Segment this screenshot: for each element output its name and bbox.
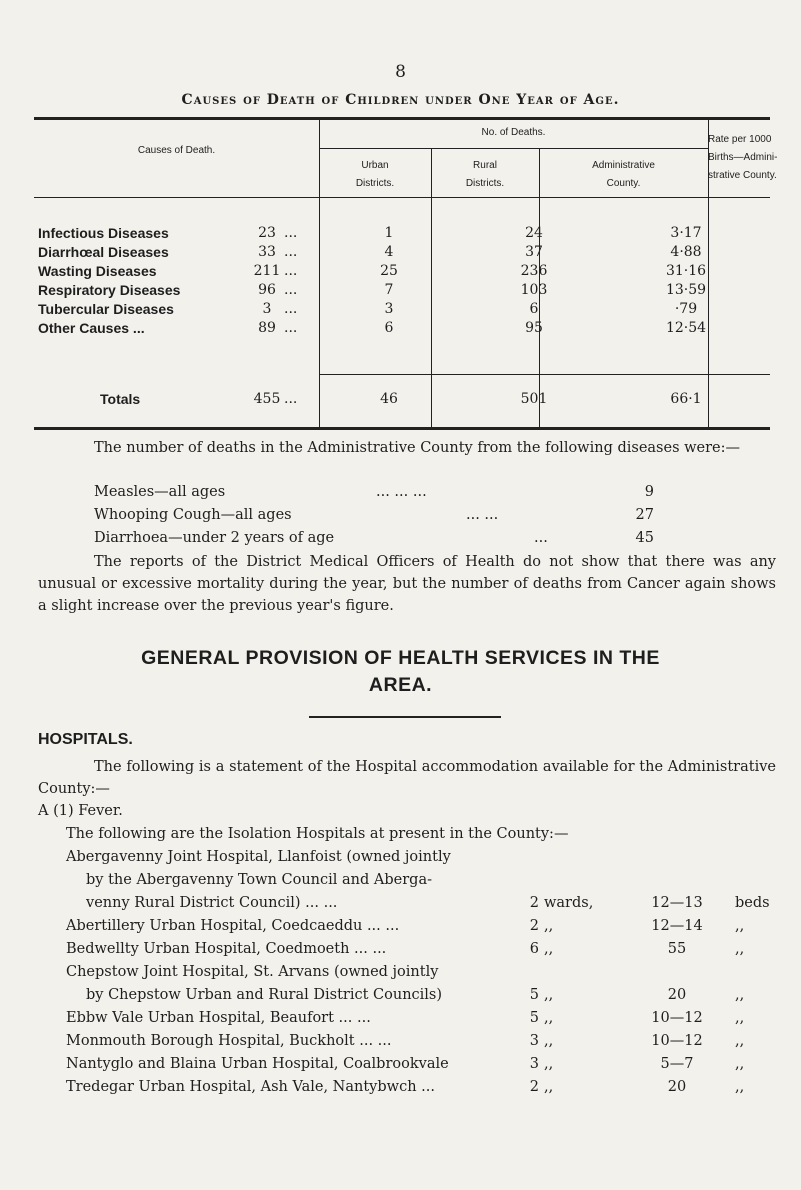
paragraph-hospital-statement: The following is a statement of the Hospital accommodation available for the Administrative County:—: [38, 759, 776, 797]
wards-unit: ,,: [544, 1079, 554, 1095]
leader-dots: ... ...: [466, 507, 499, 523]
beds-unit: ,,: [735, 1010, 745, 1026]
wards-unit: wards,: [544, 895, 594, 911]
wards-count: 2: [529, 895, 539, 911]
admin-total: 501: [520, 391, 548, 407]
cause-label: Tubercular Diseases: [38, 301, 174, 317]
table-top-rule: [34, 117, 770, 120]
hospital-line: [66, 846, 796, 869]
urban-value: 211: [253, 263, 281, 279]
beds-unit: ,,: [735, 1033, 745, 1049]
rural-value: 4: [384, 244, 394, 260]
wards-count: 6: [529, 941, 539, 957]
leader-dots: ...: [284, 244, 298, 260]
disease-label: Diarrhoea—under 2 years of age: [94, 530, 335, 546]
admin-value: 37: [525, 244, 543, 260]
rural-value: 3: [384, 301, 394, 317]
admin-value: 236: [520, 263, 548, 279]
wards-unit: ,,: [544, 987, 554, 1003]
deaths-group-rule: [319, 148, 708, 149]
section-title-line2: AREA.: [368, 674, 433, 696]
cause-label: Respiratory Diseases: [38, 282, 181, 298]
leader-dots: ... ... ...: [376, 484, 427, 500]
header-urban-line2: Districts.: [355, 178, 395, 189]
leader-dots: ...: [284, 301, 298, 317]
header-rate-line3: strative County.: [708, 170, 777, 181]
rate-value: 12·54: [665, 320, 707, 336]
hospital-row: [66, 892, 796, 915]
beds-unit: ,,: [735, 987, 745, 1003]
header-admin-line1: Administrative: [592, 160, 655, 171]
beds-count: 10—12: [651, 1033, 703, 1049]
header-bottom-rule: [34, 197, 770, 198]
rural-total: 46: [380, 391, 398, 407]
section-divider: [309, 716, 501, 718]
hospital-row: [66, 1053, 796, 1076]
table-row: [34, 282, 770, 300]
hospital-name: Bedwellty Urban Hospital, Coedmoeth ... ...: [66, 941, 387, 957]
table-row: [34, 225, 770, 243]
rate-total: 66·1: [670, 391, 702, 407]
disease-label: Measles—all ages: [94, 484, 226, 500]
rate-value: 13·59: [665, 282, 707, 298]
hospital-name: Tredegar Urban Hospital, Ash Vale, Nantybwch ...: [66, 1079, 435, 1095]
header-cause: Causes of Death.: [137, 145, 216, 156]
urban-value: 23: [258, 225, 276, 241]
totals-label: Totals: [100, 391, 141, 407]
header-rural-line1: Rural: [473, 160, 497, 171]
rate-value: ·79: [674, 301, 698, 317]
admin-value: 95: [525, 320, 543, 336]
rural-value: 1: [384, 225, 394, 241]
cause-label: Wasting Diseases: [38, 263, 157, 279]
list-item: [94, 527, 674, 550]
hospital-name: Abergavenny Joint Hospital, Llanfoist (owned jointly: [66, 849, 451, 865]
page-title: Causes of Death of Children under One Year of Age.: [181, 92, 620, 108]
disease-list: [94, 481, 674, 550]
hospital-row: [66, 1007, 796, 1030]
table-row: [34, 320, 770, 338]
disease-count: 9: [644, 484, 654, 500]
rural-value: 25: [380, 263, 398, 279]
leader-dots: ...: [534, 530, 548, 546]
beds-unit: beds: [735, 895, 770, 911]
header-rural-line2: Districts.: [465, 178, 505, 189]
hospitals-heading: HOSPITALS.: [38, 731, 133, 748]
hospital-name: Chepstow Joint Hospital, St. Arvans (owned jointly: [66, 964, 439, 980]
header-rate-line1: Rate per 1000: [708, 134, 772, 145]
cause-label: Infectious Diseases: [38, 225, 169, 241]
urban-value: 96: [258, 282, 276, 298]
wards-count: 2: [529, 1079, 539, 1095]
list-item: [94, 504, 674, 527]
hospital-line: [66, 961, 796, 984]
beds-unit: ,,: [735, 1056, 745, 1072]
header-urban-line1: Urban: [361, 160, 389, 171]
cause-label: Other Causes ...: [38, 320, 145, 336]
urban-total: 455: [253, 391, 281, 407]
beds-count: 20: [667, 987, 687, 1003]
paragraph-medical-officers: The reports of the District Medical Officers of Health do not show that there was any unusual or excessive mortality during the year, but the number of deaths from Cancer again shows a slight increase over the previous year's figure.: [38, 554, 776, 614]
hospital-name: by the Abergavenny Town Council and Aberga-: [86, 872, 432, 888]
disease-label: Whooping Cough—all ages: [94, 507, 292, 523]
hospital-name: Ebbw Vale Urban Hospital, Beaufort ... ...: [66, 1010, 371, 1026]
hospital-row: [66, 1076, 796, 1099]
totals-top-rule: [319, 374, 770, 375]
table-row: [34, 263, 770, 281]
admin-value: 103: [520, 282, 548, 298]
header-rate: [708, 131, 778, 185]
wards-unit: ,,: [544, 918, 554, 934]
wards-count: 2: [529, 918, 539, 934]
hospital-row: [66, 984, 796, 1007]
hospital-name: by Chepstow Urban and Rural District Councils): [86, 987, 443, 1003]
hospital-name: venny Rural District Council) ... ...: [86, 895, 338, 911]
header-admin: [539, 157, 708, 193]
beds-count: 12—13: [651, 895, 703, 911]
wards-count: 3: [529, 1033, 539, 1049]
disease-count: 45: [635, 530, 654, 546]
hospital-name: Monmouth Borough Hospital, Buckholt ... ...: [66, 1033, 392, 1049]
wards-unit: ,,: [544, 1010, 554, 1026]
fever-intro: The following are the Isolation Hospitals at present in the County:—: [66, 826, 569, 842]
beds-count: 55: [667, 941, 687, 957]
hospital-name: Abertillery Urban Hospital, Coedcaeddu ... ...: [66, 918, 400, 934]
hospital-row: [66, 1030, 796, 1053]
wards-unit: ,,: [544, 1033, 554, 1049]
header-admin-line2: County.: [606, 178, 641, 189]
table-row-totals: [34, 391, 770, 409]
table-row: [34, 301, 770, 319]
beds-unit: ,,: [735, 941, 745, 957]
rural-value: 7: [384, 282, 394, 298]
leader-dots: ...: [284, 391, 298, 407]
section-title-line1: GENERAL PROVISION OF HEALTH SERVICES IN THE: [141, 647, 660, 669]
disease-count: 27: [635, 507, 654, 523]
fever-heading: A (1) Fever.: [38, 803, 123, 819]
deaths-table: [34, 117, 778, 430]
hospital-name: Nantyglo and Blaina Urban Hospital, Coalbrookvale: [66, 1056, 449, 1072]
beds-unit: ,,: [735, 918, 745, 934]
header-urban: [319, 157, 431, 193]
wards-count: 3: [529, 1056, 539, 1072]
hospital-row: [66, 938, 796, 961]
beds-unit: ,,: [735, 1079, 745, 1095]
beds-count: 20: [667, 1079, 687, 1095]
urban-value: 3: [262, 301, 272, 317]
cause-label: Diarrhœal Diseases: [38, 244, 169, 260]
leader-dots: ...: [284, 282, 298, 298]
rate-value: 3·17: [670, 225, 702, 241]
beds-count: 12—14: [651, 918, 703, 934]
rate-value: 31·16: [665, 263, 707, 279]
leader-dots: ...: [284, 320, 298, 336]
urban-value: 33: [258, 244, 276, 260]
header-deaths-group: No. of Deaths.: [481, 127, 546, 138]
paragraph-deaths-diseases: The number of deaths in the Administrative County from the following diseases were:—: [94, 440, 741, 456]
leader-dots: ...: [284, 225, 298, 241]
wards-unit: ,,: [544, 941, 554, 957]
wards-count: 5: [529, 1010, 539, 1026]
table-bottom-rule: [34, 427, 770, 430]
admin-value: 6: [529, 301, 539, 317]
rural-value: 6: [384, 320, 394, 336]
admin-value: 24: [525, 225, 543, 241]
beds-count: 5—7: [660, 1056, 694, 1072]
list-item: [94, 481, 674, 504]
header-rate-line2: Births—Admini-: [708, 152, 778, 163]
hospital-row: [66, 915, 796, 938]
beds-count: 10—12: [651, 1010, 703, 1026]
wards-count: 5: [529, 987, 539, 1003]
urban-value: 89: [258, 320, 276, 336]
hospital-line: [86, 869, 801, 892]
rate-value: 4·88: [670, 244, 702, 260]
header-rural: [431, 157, 539, 193]
wards-unit: ,,: [544, 1056, 554, 1072]
leader-dots: ...: [284, 263, 298, 279]
page-number: 8: [395, 62, 406, 82]
table-row: [34, 244, 770, 262]
